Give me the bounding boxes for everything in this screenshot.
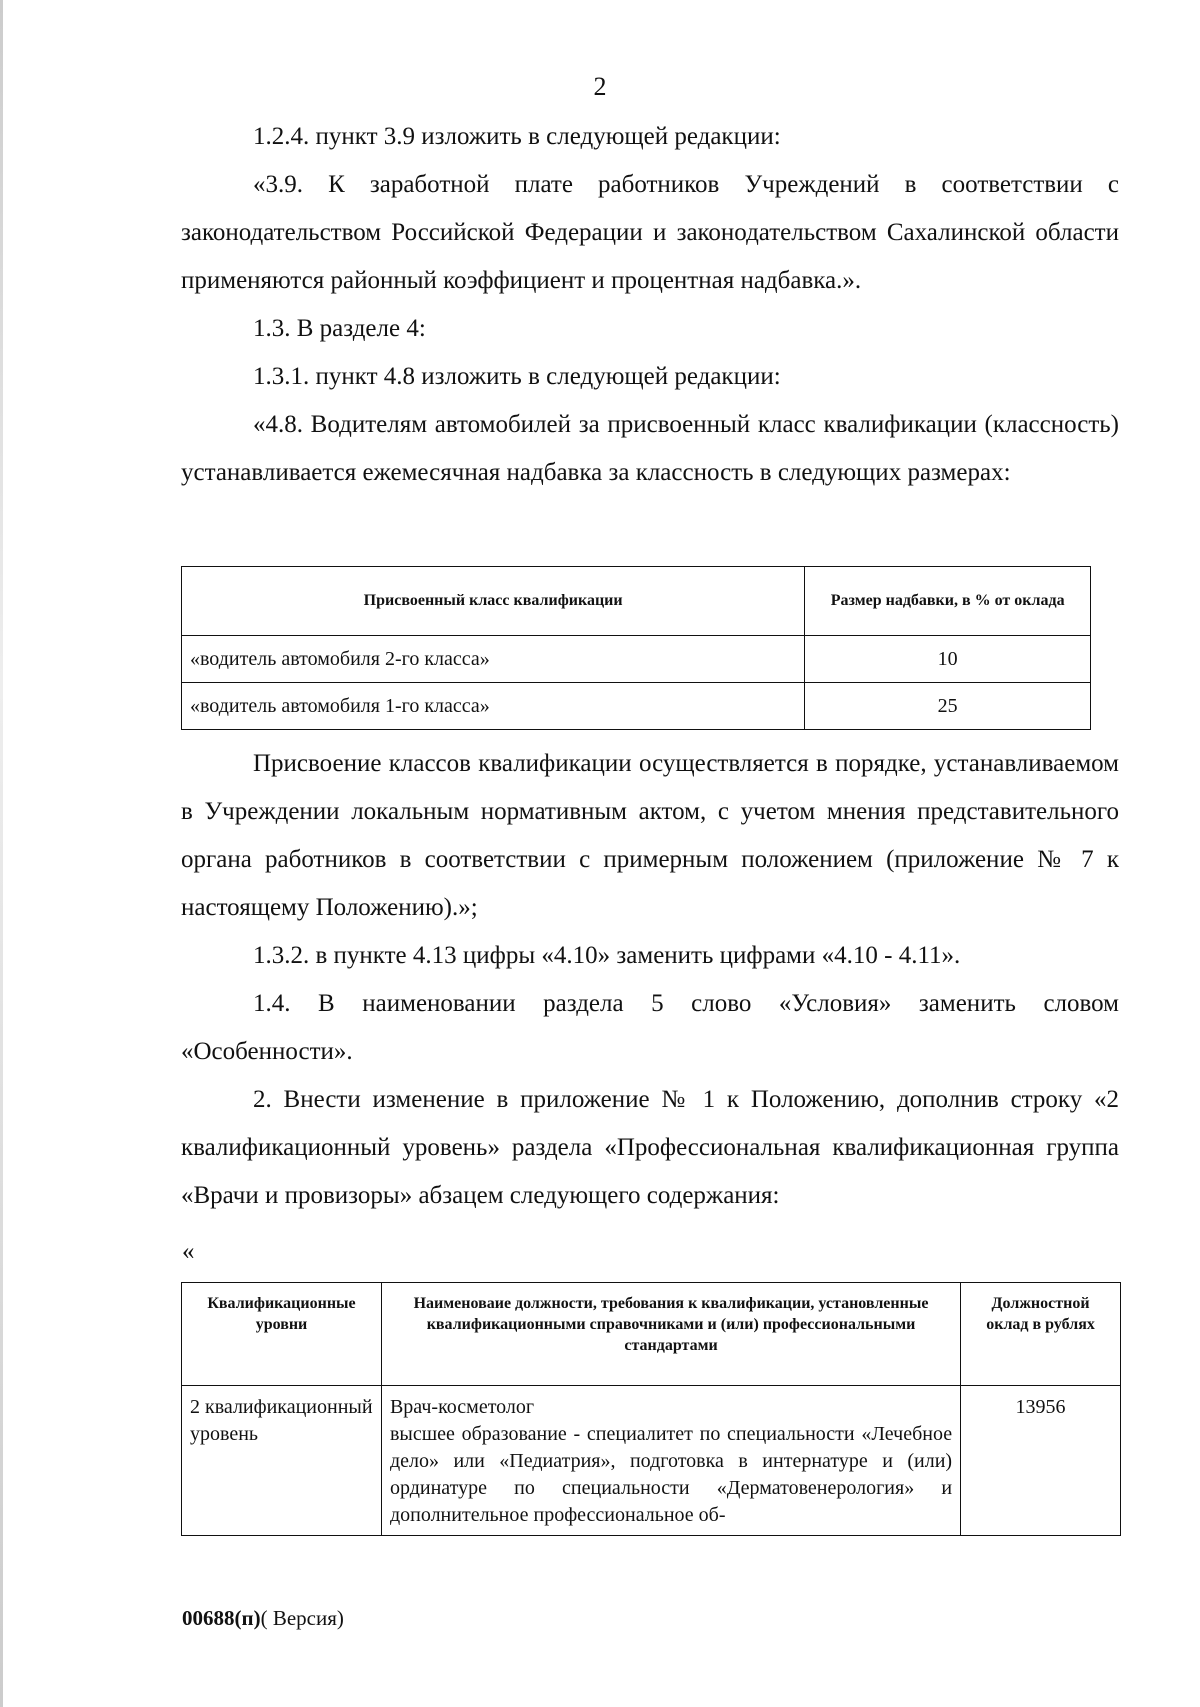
table-header-row [182, 1283, 1121, 1386]
table-cell-salary: 13956 [961, 1386, 1121, 1536]
paragraph-3-9: «3.9. К заработной плате работников Учреждений в соответствии с законодательством Российской Федерации и законодательством Сахалинской области применяются районный коэффициент и процентная надбавка.». [181, 171, 1119, 294]
column-header-bonus: Размер надбавки, в % от оклада [805, 567, 1091, 636]
page-number: 2 [593, 72, 607, 101]
table-row [182, 1386, 1121, 1536]
opening-quote: « [182, 1238, 195, 1265]
scan-edge-shadow [0, 0, 3, 1707]
table-header-row [182, 567, 1091, 636]
table-cell-bonus: 10 [805, 636, 1091, 683]
column-header-levels: Квалификационные уровни [182, 1283, 382, 1386]
column-header-position: Наименоваие должности, требования к квалификации, установленные квалификационными справочниками и (или) профессиональными стандартами [381, 1283, 960, 1386]
paragraph-1-3-1: 1.3.1. пункт 4.8 изложить в следующей редакции: [253, 363, 781, 390]
paragraph-assignment: Присвоение классов квалификации осуществляется в порядке, устанавливаемом в Учреждении локальным нормативным актом, с учетом мнения представительного органа работников в соответствии с примерным положением (приложение № 7 к настоящему Положению).»; [181, 750, 1119, 921]
doc-code: 00688(п) [182, 1606, 261, 1630]
table-cell-level: 2 квалификационный уровень [182, 1386, 382, 1536]
paragraph-1-3-2: 1.3.2. в пункте 4.13 цифры «4.10» заменить цифрами «4.10 - 4.11». [253, 942, 961, 969]
footer-doc-code [182, 1606, 344, 1631]
table-cell-position [381, 1386, 960, 1536]
position-name: Врач-косметолог [389, 1396, 535, 1418]
qualification-class-table [181, 566, 1091, 730]
doc-version: ( Версия) [260, 1606, 344, 1630]
position-requirements: высшее образование - специалитет по специальности «Лечебное дело» или «Педиатрия», подготовка в интернатуре и (или) ординатуре по специальности «Дерматовенерология» и дополнительное профессиональное об- [389, 1423, 953, 1526]
column-header-class: Присвоенный класс квалификации [182, 567, 805, 636]
table-row [182, 683, 1091, 730]
table-cell-class: «водитель автомобиля 2-го класса» [182, 636, 805, 683]
column-header-salary: Должностной оклад в рублях [961, 1283, 1121, 1386]
paragraph-1-2-4: 1.2.4. пункт 3.9 изложить в следующей редакции: [253, 123, 781, 150]
qualification-level-table [181, 1282, 1121, 1536]
paragraph-4-8: «4.8. Водителям автомобилей за присвоенный класс квалификации (классность) устанавливается ежемесячная надбавка за классность в следующих размерах: [181, 411, 1119, 486]
paragraph-1-4: 1.4. В наименовании раздела 5 слово «Условия» заменить словом «Особенности». [181, 990, 1119, 1065]
text-block-top [181, 113, 1119, 497]
paragraph-1-3: 1.3. В разделе 4: [253, 315, 426, 342]
table-cell-class: «водитель автомобиля 1-го класса» [182, 683, 805, 730]
table-cell-bonus: 25 [805, 683, 1091, 730]
paragraph-2: 2. Внести изменение в приложение № 1 к Положению, дополнив строку «2 квалификационный уровень» раздела «Профессиональная квалификационная группа «Врачи и провизоры» абзацем следующего содержания: [181, 1086, 1119, 1209]
text-block-middle [181, 740, 1119, 1220]
table-row [182, 636, 1091, 683]
